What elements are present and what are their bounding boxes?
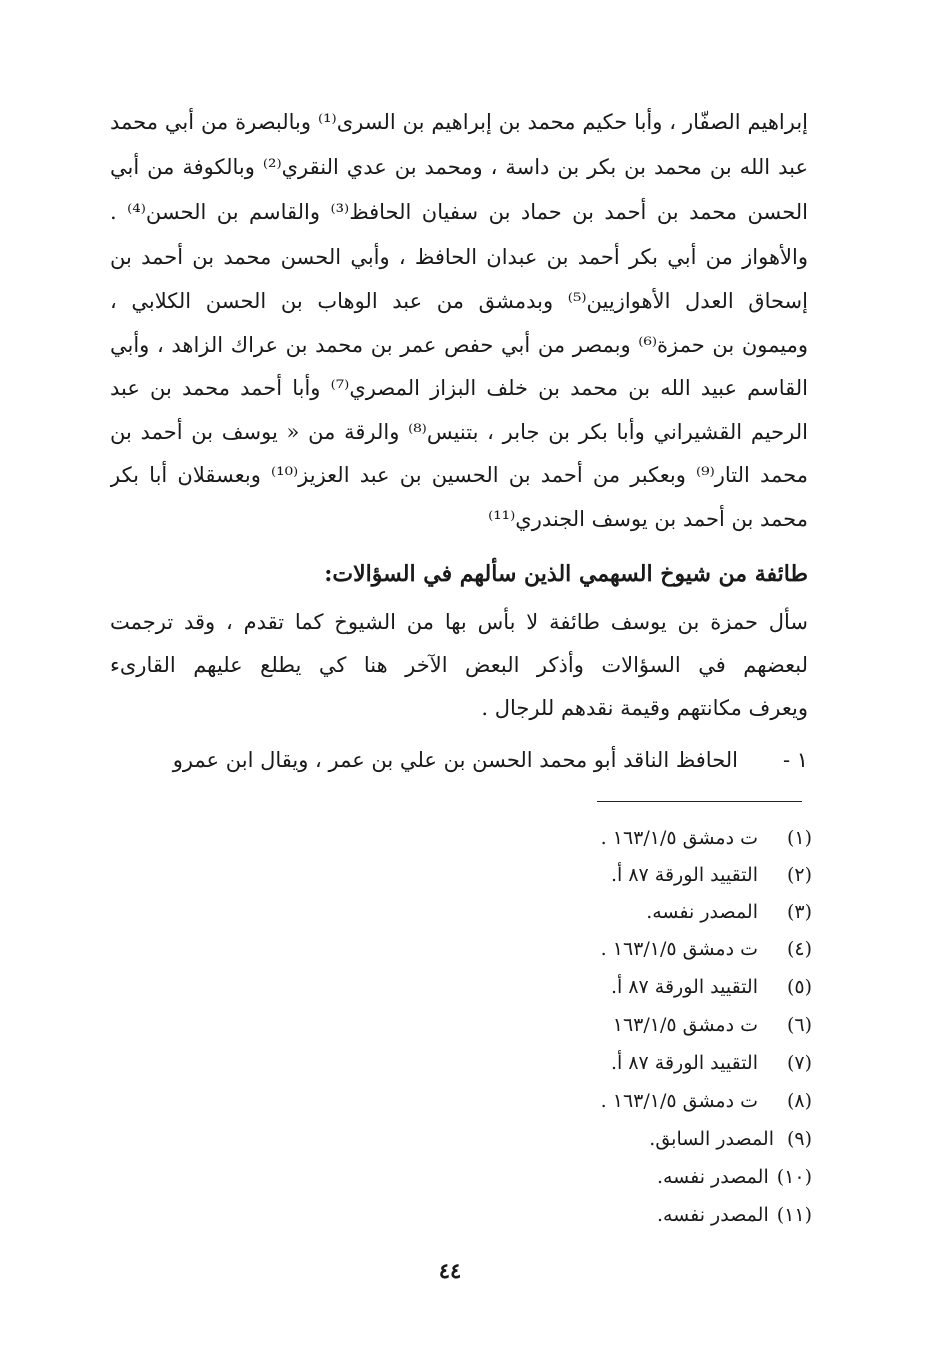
footnote-text: التقييد الورقة ٨٧ أ. [610, 976, 758, 998]
body-line: عبد الله بن محمد بن بكر بن داسة ، ومحمد بن عدي النقري⁽²⁾ وبالكوفة من أبي [110, 155, 808, 179]
footnote-number: (١٠) [776, 1166, 812, 1188]
body-paragraph [110, 101, 808, 541]
section-line: ويعرف مكانتهم وقيمة نقدهم للرجال . [481, 696, 808, 720]
footnote [601, 820, 812, 857]
footnote-number: (٣) [786, 901, 812, 923]
footnote [657, 1197, 812, 1234]
footnote-text: التقييد الورقة ٨٧ أ. [610, 864, 758, 886]
footnote-number: (٧) [786, 1052, 812, 1074]
body-line: الرحيم القشيراني وأبا بكر بن جابر ، بتنيس⁽⁸⁾ والرقة من « يوسف بن أحمد بن [110, 420, 808, 444]
footnote [611, 1045, 812, 1082]
footnote [611, 969, 812, 1006]
section-line: لبعضهم في السؤالات وأذكر البعض الآخر هنا كي يطلع عليهم القارىء [110, 653, 808, 677]
footnote-number: (٦) [786, 1014, 812, 1036]
body-line: وميمون بن حمزة⁽⁶⁾ وبمصر من أبي حفص عمر بن محمد بن عراك الزاهد ، وأبي [110, 333, 808, 357]
body-line: محمد التار⁽⁹⁾ وبعكبر من أحمد بن الحسين بن عبد العزيز⁽¹⁰⁾ وبعسقلان أبا بكر [110, 463, 808, 487]
footnotes [450, 820, 812, 1240]
numbered-item [110, 739, 808, 781]
footnote-number: (١١) [776, 1204, 812, 1226]
footnote-text: المصدر السابق. [649, 1128, 774, 1150]
section-paragraph [110, 601, 808, 731]
footnote-number: (٢) [786, 864, 812, 886]
footnote-text: التقييد الورقة ٨٧ أ. [610, 1052, 758, 1074]
section-heading: طائفة من شيوخ السهمي الذين سألهم في السؤالات: [324, 561, 808, 587]
footnote [649, 1121, 812, 1158]
footnote [611, 857, 812, 894]
body-line: القاسم عبيد الله بن محمد بن خلف البزاز المصري⁽⁷⁾ وأبا أحمد محمد بن عبد [110, 376, 808, 400]
item-text: الحافظ الناقد أبو محمد الحسن بن علي بن عمر ، ويقال ابن عمرو [172, 748, 738, 772]
footnote-number: (١) [786, 827, 812, 849]
footnote-number: (٨) [786, 1090, 812, 1112]
footnote-text: المصدر نفسه. [656, 1166, 769, 1188]
footnote-number: (٩) [786, 1128, 812, 1150]
footnote-text: المصدر نفسه. [656, 1204, 769, 1226]
item-line [110, 739, 808, 781]
footnote-text: ت دمشق ١٦٣/١/٥ . [600, 938, 758, 960]
body-line: إسحاق العدل الأهوازيين⁽⁵⁾ وبدمشق من عبد الوهاب بن الحسن الكلابي ، [110, 289, 808, 313]
item-number: ١ - [782, 748, 808, 772]
footnote-text: المصدر نفسه. [646, 901, 758, 923]
footnote [601, 931, 812, 968]
section-line: سأل حمزة بن يوسف طائفة لا بأس بها من الشيوخ كما تقدم ، وقد ترجمت [110, 610, 808, 634]
footnote-text: ت دمشق ١٦٣/١/٥ . [600, 827, 758, 849]
page-number: ٤٤ [438, 1258, 462, 1283]
footnote [601, 1083, 812, 1120]
footnote [646, 894, 812, 931]
footnote-text: ت دمشق ١٦٣/١/٥ . [600, 1090, 758, 1112]
footnote-number: (٤) [786, 938, 812, 960]
footnote-separator [597, 801, 802, 802]
footnote-number: (٥) [786, 976, 812, 998]
body-line: محمد بن أحمد بن يوسف الجندري⁽¹¹⁾ [488, 507, 808, 531]
body-line: الحسن محمد بن أحمد بن حماد بن سفيان الحافظ⁽³⁾ والقاسم بن الحسن⁽⁴⁾ . [110, 200, 808, 224]
body-line: والأهواز من أبي بكر أحمد بن عبدان الحافظ ، وأبي الحسن محمد بن أحمد بن [110, 245, 808, 269]
footnote [613, 1007, 812, 1044]
body-line: إبراهيم الصفّار ، وأبا حكيم محمد بن إبراهيم بن السرى⁽¹⁾ وبالبصرة من أبي محمد [110, 110, 808, 134]
footnote-text: ت دمشق ١٦٣/١/٥ [612, 1014, 758, 1036]
footnote [657, 1159, 812, 1196]
